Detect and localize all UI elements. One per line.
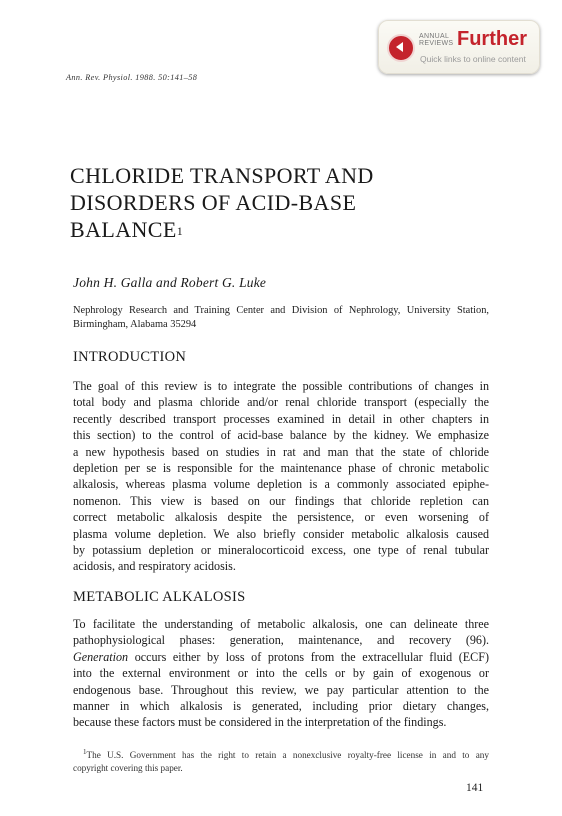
banner-quick-links-text: Quick links to online content	[420, 54, 526, 64]
affiliation: Nephrology Research and Training Center and Division of Nephrology, University Station, Birmingham, Alabama 35294	[73, 305, 489, 330]
metabolic-line	[73, 649, 489, 665]
intro-line: this section) to the control of acid-base balance by the kidney. We emphasize	[73, 428, 489, 443]
metabolic-line-3-rest: occurs either by loss of protons from the extracellular fluid (ECF)	[128, 649, 489, 664]
footnote	[73, 746, 489, 775]
metabolic-line: pathophysiological phases: generation, maintenance, and recovery (96).	[73, 633, 489, 648]
title-line-3-text: BALANCE	[70, 217, 177, 242]
metabolic-line: manner in which alkalosis is generated, including prior dietary changes,	[73, 699, 489, 714]
title-line-2: DISORDERS OF ACID-BASE	[70, 190, 357, 215]
intro-line: recently described transport processes examined in detail in other chapters in	[73, 411, 489, 426]
journal-citation: Ann. Rev. Physiol. 1988. 50:141–58	[66, 73, 198, 82]
article-title	[70, 162, 490, 243]
intro-line: alkalosis, whereas plasma volume depletion is a commonly associated epiphe-	[73, 477, 489, 492]
footnote-line-1-text: The U.S. Government has the right to retain a nonexclusive royalty-free license in and to any	[86, 750, 489, 761]
introduction-heading: INTRODUCTION	[73, 349, 187, 365]
title-line-1: CHLORIDE TRANSPORT AND	[70, 163, 374, 188]
intro-line: by potassium depletion or mineralocorticoid excess, one type of renal tubular	[73, 543, 489, 558]
metabolic-line: into the external environment or into the cells or by gain of exogenous or	[73, 666, 489, 681]
intro-line: nomenon. This view is based on our findings that chloride repletion can	[73, 493, 489, 508]
further-banner[interactable]	[378, 20, 540, 74]
intro-line: plasma volume depletion. We also briefly consider metabolic alkalosis caused	[73, 526, 489, 541]
intro-line: total body and plasma chloride and/or renal chloride transport (especially the	[73, 395, 489, 410]
metabolic-alkalosis-heading: METABOLIC ALKALOSIS	[73, 589, 246, 605]
authors: John H. Galla and Robert G. Luke	[73, 275, 267, 290]
intro-line: depletion per se is responsible for the maintenance phase of chronic metabolic	[73, 461, 489, 476]
introduction-paragraph	[73, 378, 489, 575]
intro-line: acidosis, and respiratory acidosis.	[73, 559, 236, 574]
metabolic-line: because these factors must be considered in the interpretation of the findings.	[73, 715, 447, 730]
intro-line: The goal of this review is to integrate the possible contributions of changes in	[73, 379, 489, 393]
banner-reviews-text: REVIEWS	[419, 40, 454, 47]
banner-annual-text: ANNUAL	[419, 33, 450, 40]
metabolic-line: To facilitate the understanding of metabolic alkalosis, one can delineate three	[73, 617, 489, 631]
title-line-3	[70, 216, 490, 243]
footnote-line-2: copyright covering this paper.	[73, 763, 183, 774]
metabolic-line: endogenous base. Throughout this review, we pay particular attention to the	[73, 682, 489, 697]
metabolic-alkalosis-paragraph	[73, 616, 489, 731]
play-arrow-icon	[387, 34, 415, 62]
title-footnote-marker: 1	[176, 224, 184, 238]
banner-brand-label	[419, 33, 453, 47]
intro-line: a new hypothesis based on studies in rat and man that the state of chloride	[73, 444, 489, 459]
intro-line: correct metabolic alkalosis despite the persistence, or even worsening of	[73, 510, 489, 525]
banner-further-text: Further	[457, 28, 527, 50]
footnote-marker: 1	[83, 748, 87, 756]
generation-term: Generation	[73, 649, 129, 664]
footnote-line-1	[73, 746, 489, 762]
page-number: 141	[466, 782, 484, 794]
